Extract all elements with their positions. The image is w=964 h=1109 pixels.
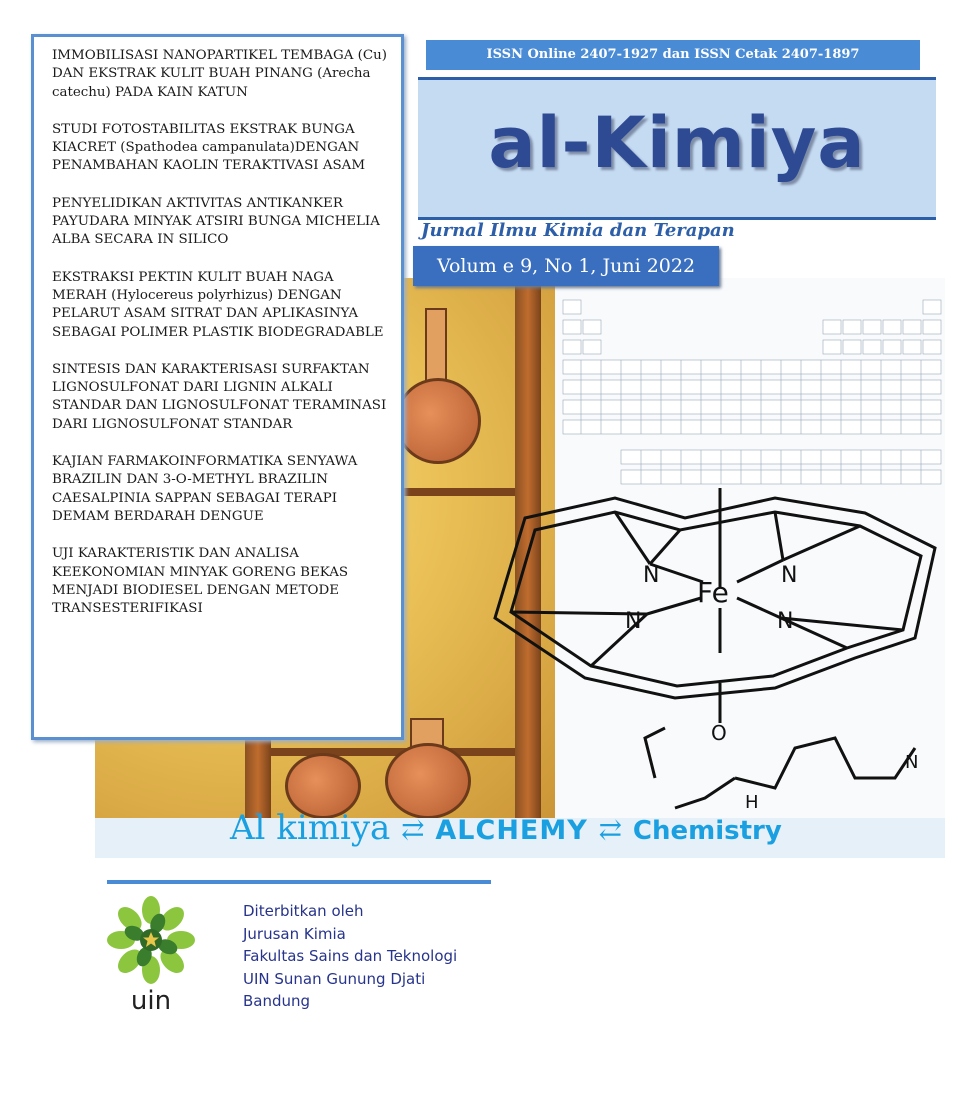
publisher-line: Fakultas Sains dan Teknologi bbox=[243, 947, 458, 965]
exchange-arrow-icon: ⇄ bbox=[598, 813, 623, 846]
oxygen-atom-label: O bbox=[711, 721, 727, 745]
article-title: PENYELIDIKAN AKTIVITAS ANTIKANKER PAYUDARA MINYAK ATSIRI BUNGA MICHELIA ALBA SECARA IN SILICO bbox=[52, 195, 380, 248]
tagline bbox=[230, 808, 782, 848]
article-title: EKSTRAKSI PEKTIN KULIT BUAH NAGA MERAH (Hylocereus polyrhizus) DENGAN PELARUT ASAM SITRAT DAN APLIKASINYA SEBAGAI POLIMER PLASTIK BIODEGRADABLE bbox=[52, 269, 384, 340]
publisher-line: UIN Sunan Gunung Djati bbox=[243, 969, 426, 988]
nitrogen-atom-label: N bbox=[905, 752, 919, 773]
exchange-arrow-icon: ⇄ bbox=[401, 813, 425, 846]
article-title: SINTESIS DAN KARAKTERISASI SURFAKTAN LIGNOSULFONAT DARI LIGNIN ALKALI STANDAR DAN LIGNOSULFONAT TERAMINASI DARI LIGNOSULFONAT STANDAR bbox=[52, 361, 387, 432]
footer-divider bbox=[107, 880, 491, 884]
issn-banner: ISSN Online 2407-1927 dan ISSN Cetak 2407-1897 bbox=[426, 40, 920, 70]
journal-title: al-Kimiya bbox=[488, 102, 866, 184]
article-title: STUDI FOTOSTABILITAS EKSTRAK BUNGA KIACRET (Spathodea campanulata)DENGAN PENAMBAHAN KAOLIN TERAKTIVASI ASAM bbox=[52, 121, 366, 174]
article-title: IMMOBILISASI NANOPARTIKEL TEMBAGA (Cu) DAN EKSTRAK KULIT BUAH PINANG (Arecha catechu) PADA KAIN KATUN bbox=[52, 48, 387, 100]
nitrogen-atom-label: N bbox=[777, 609, 794, 634]
volume-badge: Volum e 9, No 1, Juni 2022 bbox=[413, 246, 719, 286]
nitrogen-atom-label: N bbox=[643, 563, 660, 588]
flask-icon bbox=[395, 378, 481, 464]
journal-subtitle: Jurnal Ilmu Kimia dan Terapan bbox=[421, 220, 735, 241]
tagline-alchemy: ALCHEMY bbox=[435, 815, 588, 846]
logo-text: uin bbox=[130, 986, 172, 1015]
article-title: UJI KARAKTERISTIK DAN ANALISA KEEKONOMIAN MINYAK GORENG BEKAS MENJADI BIODIESEL DENGAN METODE TRANSESTERIFIKASI bbox=[52, 546, 349, 617]
nitrogen-atom-label: N bbox=[625, 609, 642, 634]
journal-title-box bbox=[418, 77, 936, 220]
publisher-line: Jurusan Kimia bbox=[243, 924, 346, 943]
article-title: KAJIAN FARMAKOINFORMATIKA SENYAWA BRAZILIN DAN 3-O-METHYL BRAZILIN CAESALPINIA SAPPAN SEBAGAI TERAPI DEMAM BERDARAH DENGUE bbox=[52, 454, 358, 524]
periodic-table-image bbox=[561, 292, 943, 492]
tagline-chemistry: Chemistry bbox=[632, 816, 782, 846]
table-of-contents bbox=[31, 34, 404, 740]
publisher-line: Diterbitkan oleh bbox=[243, 902, 364, 920]
publisher-info bbox=[243, 900, 457, 1013]
hydrogen-atom-label: H bbox=[745, 792, 759, 813]
fe-atom-label: Fe bbox=[697, 576, 729, 609]
iron-porphyrin-structure bbox=[475, 478, 945, 848]
publisher-line: Bandung bbox=[243, 992, 311, 1010]
tagline-al-kimiya: Al kimiya bbox=[230, 808, 391, 848]
nitrogen-atom-label: N bbox=[781, 563, 798, 588]
uin-logo bbox=[96, 895, 206, 1015]
